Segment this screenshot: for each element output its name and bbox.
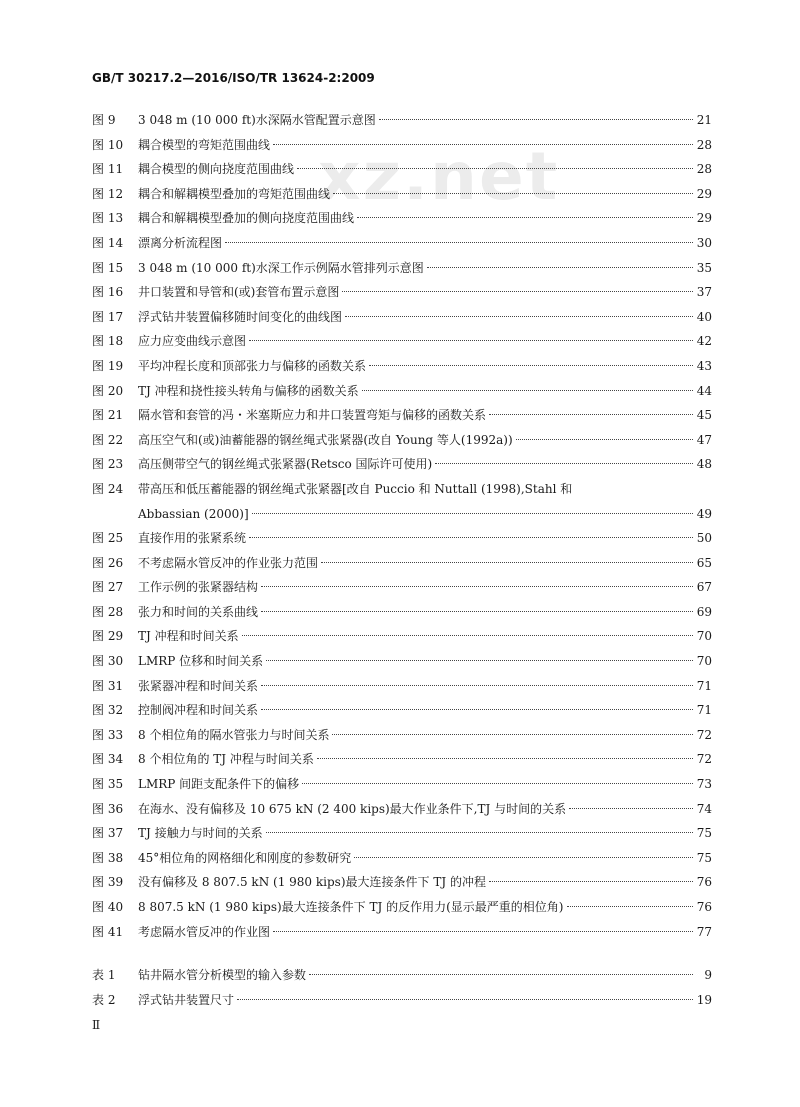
figure-entry <box>92 428 712 453</box>
figure-entry <box>92 108 712 133</box>
leader-dots <box>427 267 693 268</box>
figure-entry <box>92 895 712 920</box>
entry-page: 75 <box>696 826 712 841</box>
entry-title: 平均冲程长度和顶部张力与偏移的函数关系 <box>138 358 367 373</box>
entry-title: TJ 接触力与时间的关系 <box>138 826 263 841</box>
entry-number: 图 32 <box>92 703 124 718</box>
entry-title: 耦合和解耦模型叠加的侧向挠度范围曲线 <box>138 211 355 226</box>
entry-number: 图 37 <box>92 826 124 841</box>
entry-page: 9 <box>704 968 712 982</box>
entry-number: 图 33 <box>92 727 124 742</box>
entry-title: 45°相位角的网格细化和刚度的参数研究 <box>138 850 352 865</box>
entry-number: 图 12 <box>92 186 124 201</box>
entry-title: 耦合和解耦模型叠加的弯矩范围曲线 <box>138 186 331 201</box>
figure-entry <box>92 797 712 822</box>
entry-page: 73 <box>696 777 712 792</box>
figure-entry <box>92 157 712 182</box>
figure-entry <box>92 256 712 281</box>
entry-page: 40 <box>696 309 712 324</box>
leader-dots <box>266 832 693 833</box>
watermark: xz.net <box>318 138 560 215</box>
entry-number: 图 39 <box>92 875 124 890</box>
entry-number: 表 1 <box>92 968 116 982</box>
entry-number: 图 34 <box>92 752 124 767</box>
entry-page: 45 <box>696 408 712 423</box>
figure-entry <box>92 772 712 797</box>
table-entry <box>92 988 712 1013</box>
entry-number: 图 13 <box>92 211 124 226</box>
figure-entry <box>92 133 712 158</box>
entry-title: 钻井隔水管分析模型的输入参数 <box>138 968 307 982</box>
figure-entry <box>92 452 712 477</box>
leader-dots <box>379 119 693 120</box>
entry-number: 图 30 <box>92 654 124 669</box>
figure-entry <box>92 526 712 551</box>
entry-page: 42 <box>696 334 712 349</box>
figure-entry <box>92 674 712 699</box>
entry-title: 应力应变曲线示意图 <box>138 334 247 349</box>
entry-title: 浮式钻井装置偏移随时间变化的曲线图 <box>138 309 343 324</box>
leader-dots <box>342 291 693 292</box>
leader-dots <box>252 513 693 514</box>
leader-dots <box>297 168 693 169</box>
entry-title-continued: Abbassian (2000)] <box>138 506 249 521</box>
leader-dots <box>261 611 693 612</box>
entry-title: 漂离分析流程图 <box>138 235 223 250</box>
leader-dots <box>321 562 693 563</box>
entry-page: 50 <box>696 531 712 546</box>
entry-page: 44 <box>696 383 712 398</box>
leader-dots <box>266 660 693 661</box>
entry-number: 图 23 <box>92 457 124 472</box>
figure-entry <box>92 723 712 748</box>
leader-dots <box>354 857 693 858</box>
entry-number: 图 14 <box>92 235 124 250</box>
entry-title: 3 048 m (10 000 ft)水深工作示例隔水管排列示意图 <box>138 260 424 275</box>
figure-entry <box>92 354 712 379</box>
entry-title: 带高压和低压蓄能器的钢丝绳式张紧器[改自 Puccio 和 Nuttall (1998),Stahl 和 <box>138 481 573 496</box>
entry-page: 76 <box>696 900 712 914</box>
figure-entry <box>92 920 712 945</box>
entry-title: 控制阀冲程和时间关系 <box>138 703 259 718</box>
entry-page: 67 <box>696 580 712 595</box>
entry-page: 69 <box>696 604 712 619</box>
table-entry <box>92 963 712 988</box>
page-number: Ⅱ <box>92 1018 101 1032</box>
entry-title: 高压空气和(或)油蓄能器的钢丝绳式张紧器(改自 Young 等人(1992a)) <box>138 432 513 447</box>
figure-entry <box>92 624 712 649</box>
entry-page: 28 <box>696 137 712 152</box>
entry-number: 表 2 <box>92 992 116 1007</box>
entry-page: 70 <box>696 654 712 669</box>
figure-entry <box>92 649 712 674</box>
figure-entry <box>92 206 712 231</box>
entry-page: 65 <box>696 555 712 570</box>
entry-number: 图 22 <box>92 432 124 447</box>
figure-entry <box>92 821 712 846</box>
entry-page: 37 <box>696 285 712 300</box>
entry-number: 图 9 <box>92 113 116 127</box>
entry-number: 图 29 <box>92 629 124 644</box>
entry-number: 图 26 <box>92 555 124 570</box>
figure-entry <box>92 403 712 428</box>
entry-title: 耦合模型的弯矩范围曲线 <box>138 137 271 152</box>
figure-entry <box>92 329 712 354</box>
entry-number: 图 16 <box>92 285 124 300</box>
entry-page: 77 <box>696 924 712 939</box>
entry-title: LMRP 位移和时间关系 <box>138 654 264 669</box>
entry-page: 47 <box>696 432 712 447</box>
entry-page: 48 <box>696 457 712 472</box>
figure-entry <box>92 280 712 305</box>
entry-number: 图 40 <box>92 900 124 914</box>
leader-dots <box>242 635 693 636</box>
entry-number: 图 35 <box>92 777 124 792</box>
entry-title: 隔水管和套管的冯・米塞斯应力和井口装置弯矩与偏移的函数关系 <box>138 408 487 423</box>
entry-title: 考虑隔水管反冲的作业图 <box>138 924 271 939</box>
entry-title: 3 048 m (10 000 ft)水深隔水管配置示意图 <box>138 113 376 127</box>
leader-dots <box>302 783 693 784</box>
leader-dots <box>435 463 693 464</box>
leader-dots <box>249 537 693 538</box>
entry-title: 8 807.5 kN (1 980 kips)最大连接条件下 TJ 的反作用力(显示最严重的相位角) <box>138 900 564 914</box>
entry-page: 75 <box>696 850 712 865</box>
leader-dots <box>249 340 693 341</box>
entry-number: 图 24 <box>92 481 124 496</box>
entry-page: 74 <box>696 801 712 816</box>
leader-dots <box>261 709 693 710</box>
entry-title: 没有偏移及 8 807.5 kN (1 980 kips)最大连接条件下 TJ 的冲程 <box>138 875 486 890</box>
entry-title: 在海水、没有偏移及 10 675 kN (2 400 kips)最大作业条件下,TJ 与时间的关系 <box>138 801 567 816</box>
entry-page: 29 <box>696 211 712 226</box>
entry-title: 8 个相位角的 TJ 冲程与时间关系 <box>138 752 314 767</box>
entry-page: 76 <box>696 875 712 890</box>
entry-page: 35 <box>696 260 712 275</box>
entry-number: 图 21 <box>92 408 124 423</box>
leader-dots <box>357 217 693 218</box>
entry-number: 图 36 <box>92 801 124 816</box>
entry-page: 29 <box>696 186 712 201</box>
entry-number: 图 25 <box>92 531 124 546</box>
entry-page: 30 <box>696 235 712 250</box>
leader-dots <box>333 193 693 194</box>
leader-dots <box>317 758 693 759</box>
entry-number: 图 27 <box>92 580 124 595</box>
entry-number: 图 17 <box>92 309 124 324</box>
leader-dots <box>273 931 693 932</box>
figure-entry <box>92 379 712 404</box>
leader-dots <box>489 881 693 882</box>
entry-number: 图 38 <box>92 850 124 865</box>
entry-title: 张紧器冲程和时间关系 <box>138 678 259 693</box>
leader-dots <box>489 414 693 415</box>
entry-page: 71 <box>696 678 712 693</box>
figure-entry <box>92 477 712 526</box>
leader-dots <box>369 365 693 366</box>
figure-entry <box>92 182 712 207</box>
entry-title: TJ 冲程和挠性接头转角与偏移的函数关系 <box>138 383 359 398</box>
figure-entry <box>92 600 712 625</box>
entry-number: 图 18 <box>92 334 124 349</box>
figure-entry <box>92 846 712 871</box>
entry-number: 图 11 <box>92 162 124 177</box>
leader-dots <box>261 586 693 587</box>
entry-page: 71 <box>696 703 712 718</box>
leader-dots <box>261 685 693 686</box>
entry-page: 49 <box>696 506 712 521</box>
entry-title: 8 个相位角的隔水管张力与时间关系 <box>138 727 330 742</box>
entry-title: 工作示例的张紧器结构 <box>138 580 259 595</box>
figure-entry <box>92 231 712 256</box>
leader-dots <box>516 439 693 440</box>
entry-number: 图 31 <box>92 678 124 693</box>
figure-entry <box>92 551 712 576</box>
entry-number: 图 15 <box>92 260 124 275</box>
leader-dots <box>237 999 693 1000</box>
entry-page: 19 <box>696 992 712 1007</box>
figure-list <box>92 108 712 944</box>
entry-page: 72 <box>696 727 712 742</box>
leader-dots <box>309 974 693 975</box>
entry-number: 图 41 <box>92 924 124 939</box>
entry-page: 21 <box>696 113 712 127</box>
entry-number: 图 10 <box>92 137 124 152</box>
entry-title: 浮式钻井装置尺寸 <box>138 992 235 1007</box>
leader-dots <box>567 906 694 907</box>
entry-title: LMRP 间距支配条件下的偏移 <box>138 777 300 792</box>
leader-dots <box>345 316 693 317</box>
entry-title: 张力和时间的关系曲线 <box>138 604 259 619</box>
entry-number: 图 28 <box>92 604 124 619</box>
entry-page: 28 <box>696 162 712 177</box>
leader-dots <box>273 144 693 145</box>
entry-title: 不考虑隔水管反冲的作业张力范围 <box>138 555 319 570</box>
figure-entry <box>92 698 712 723</box>
figure-entry <box>92 747 712 772</box>
document-code-header: GB/T 30217.2—2016/ISO/TR 13624-2:2009 <box>92 71 375 85</box>
figure-entry <box>92 305 712 330</box>
entry-title: 耦合模型的侧向挠度范围曲线 <box>138 162 295 177</box>
entry-title: 直接作用的张紧系统 <box>138 531 247 546</box>
entry-title: TJ 冲程和时间关系 <box>138 629 239 644</box>
leader-dots <box>362 390 693 391</box>
entry-number: 图 19 <box>92 358 124 373</box>
figure-entry <box>92 870 712 895</box>
leader-dots <box>332 734 693 735</box>
entry-title: 井口装置和导管和(或)套管布置示意图 <box>138 285 340 300</box>
figure-entry <box>92 575 712 600</box>
entry-page: 43 <box>696 358 712 373</box>
entry-page: 70 <box>696 629 712 644</box>
entry-number: 图 20 <box>92 383 124 398</box>
entry-page: 72 <box>696 752 712 767</box>
entry-title: 高压侧带空气的钢丝绳式张紧器(Retsco 国际许可使用) <box>138 457 433 472</box>
leader-dots <box>225 242 693 243</box>
leader-dots <box>569 808 693 809</box>
table-list <box>92 963 712 1012</box>
